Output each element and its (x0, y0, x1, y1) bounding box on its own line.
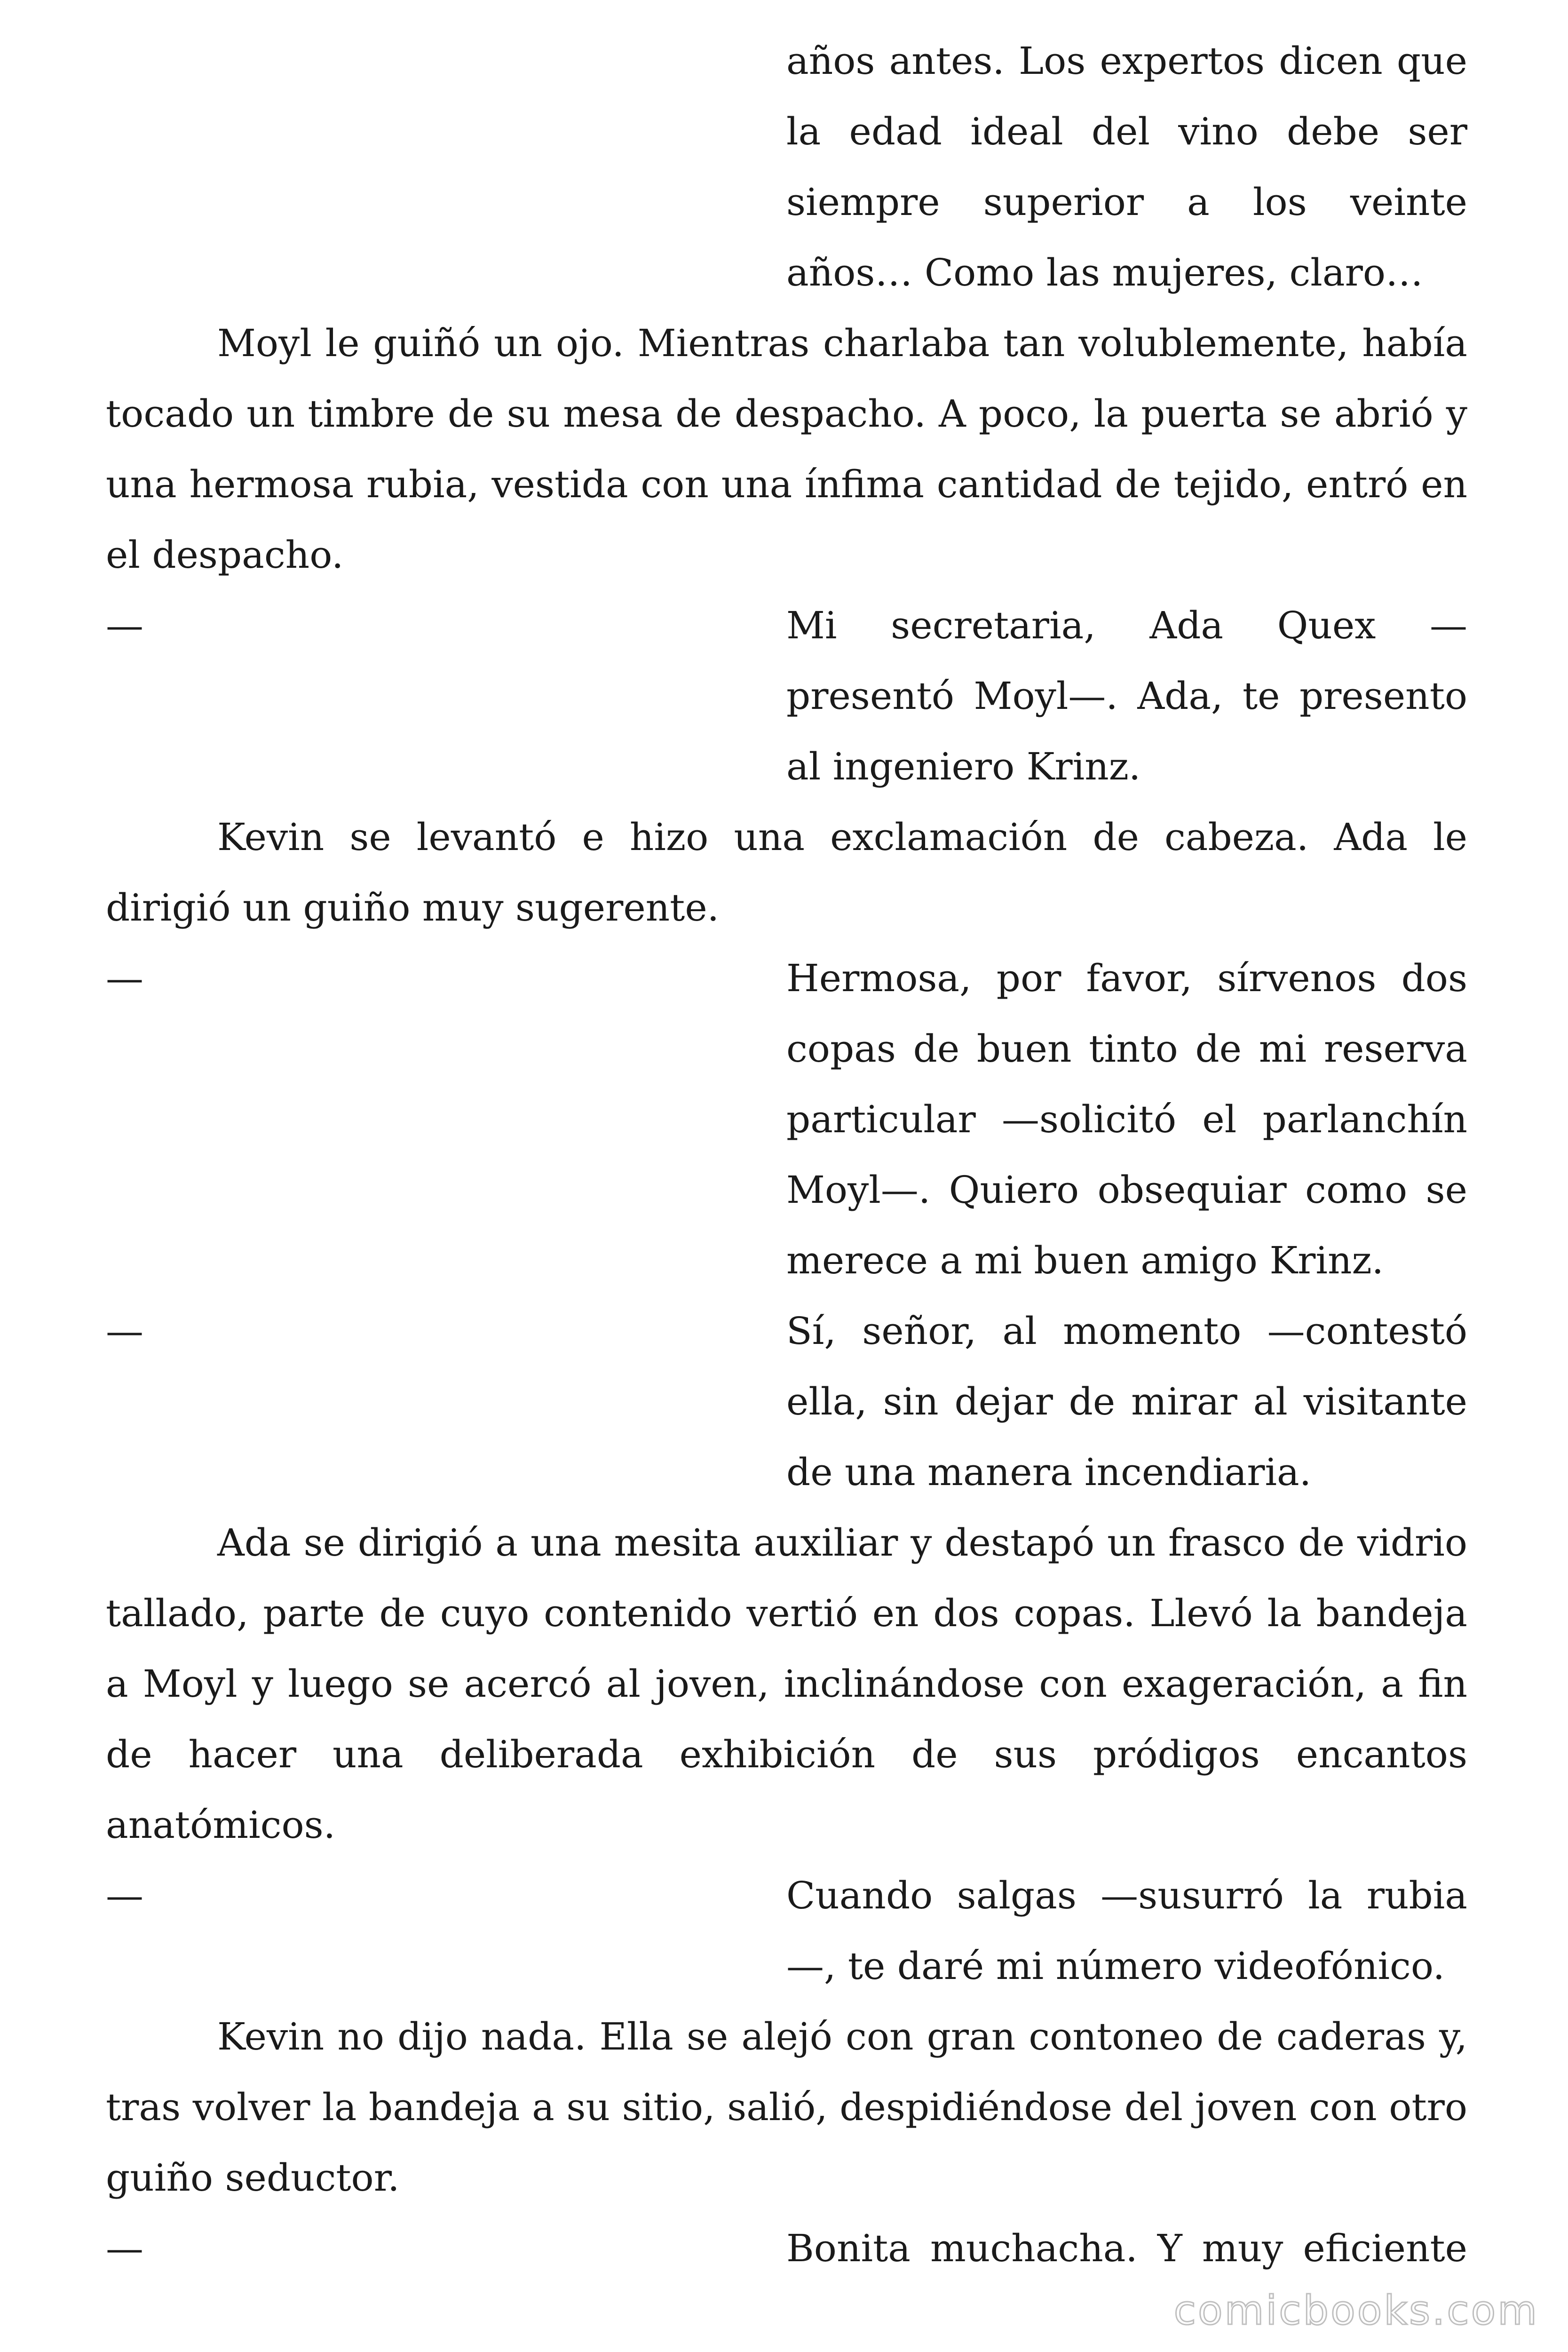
continuation-line-block (106, 26, 1467, 308)
dialogue-line (106, 1296, 1467, 1508)
dialogue-text: Mi secretaria, Ada Quex —presentó Moyl—. Ada, te presento al ingeniero Krinz. (786, 604, 1467, 788)
dialogue-dash: — (106, 604, 143, 647)
dialogue-text: Bonita muchacha. Y muy eficiente (786, 2226, 1467, 2270)
page-text (106, 26, 1467, 2284)
dialogue-line (106, 943, 1467, 1296)
dialogue-text: Cuando salgas —susurró la rubia —, te daré mi número videofónico. (786, 1874, 1467, 1988)
continuation-text: años antes. Los expertos dicen que la edad ideal del vino debe ser siempre superior a los veinte años… Como las mujeres, claro… (786, 39, 1467, 294)
dialogue-line (106, 590, 1467, 802)
narration-paragraph: Moyl le guiñó un ojo. Mientras charlaba tan volublemente, había tocado un timbre de su mesa de despacho. A poco, la puerta se abrió y una hermosa rubia, vestida con una ínfima cantidad de tejido, entró en el despacho. (106, 321, 1467, 577)
dialogue-dash: — (106, 1309, 143, 1353)
dialogue-dash: — (106, 2226, 143, 2270)
dialogue-line (106, 2213, 1467, 2284)
dialogue-line (106, 1860, 1467, 2002)
dialogue-text: Sí, señor, al momento —contestó ella, sin dejar de mirar al visitante de una manera incendiaria. (786, 1309, 1467, 1494)
narration-paragraph: Kevin no dijo nada. Ella se alejó con gran contoneo de caderas y, tras volver la bandeja a su sitio, salió, despidiéndose del joven con otro guiño seductor. (106, 2015, 1467, 2200)
dialogue-dash: — (106, 956, 143, 1000)
dialogue-dash: — (106, 1874, 143, 1917)
dialogue-indent-spacer (106, 26, 786, 308)
narration-paragraph: Ada se dirigió a una mesita auxiliar y destapó un frasco de vidrio tallado, parte de cuyo contenido vertió en dos copas. Llevó la bandeja a Moyl y luego se acercó al joven, inclinándose con exageración, a fin de hacer una deliberada exhibición de sus pródigos encantos anatómicos. (106, 1521, 1467, 1847)
watermark: comicbooks.com (1173, 2287, 1539, 2334)
dialogue-text: Hermosa, por favor, sírvenos dos copas de buen tinto de mi reserva particular —solicitó el parlanchín Moyl—. Quiero obsequiar como se merece a mi buen amigo Krinz. (786, 956, 1467, 1282)
narration-paragraph: Kevin se levantó e hizo una exclamación de cabeza. Ada le dirigió un guiño muy sugerente. (106, 815, 1467, 930)
